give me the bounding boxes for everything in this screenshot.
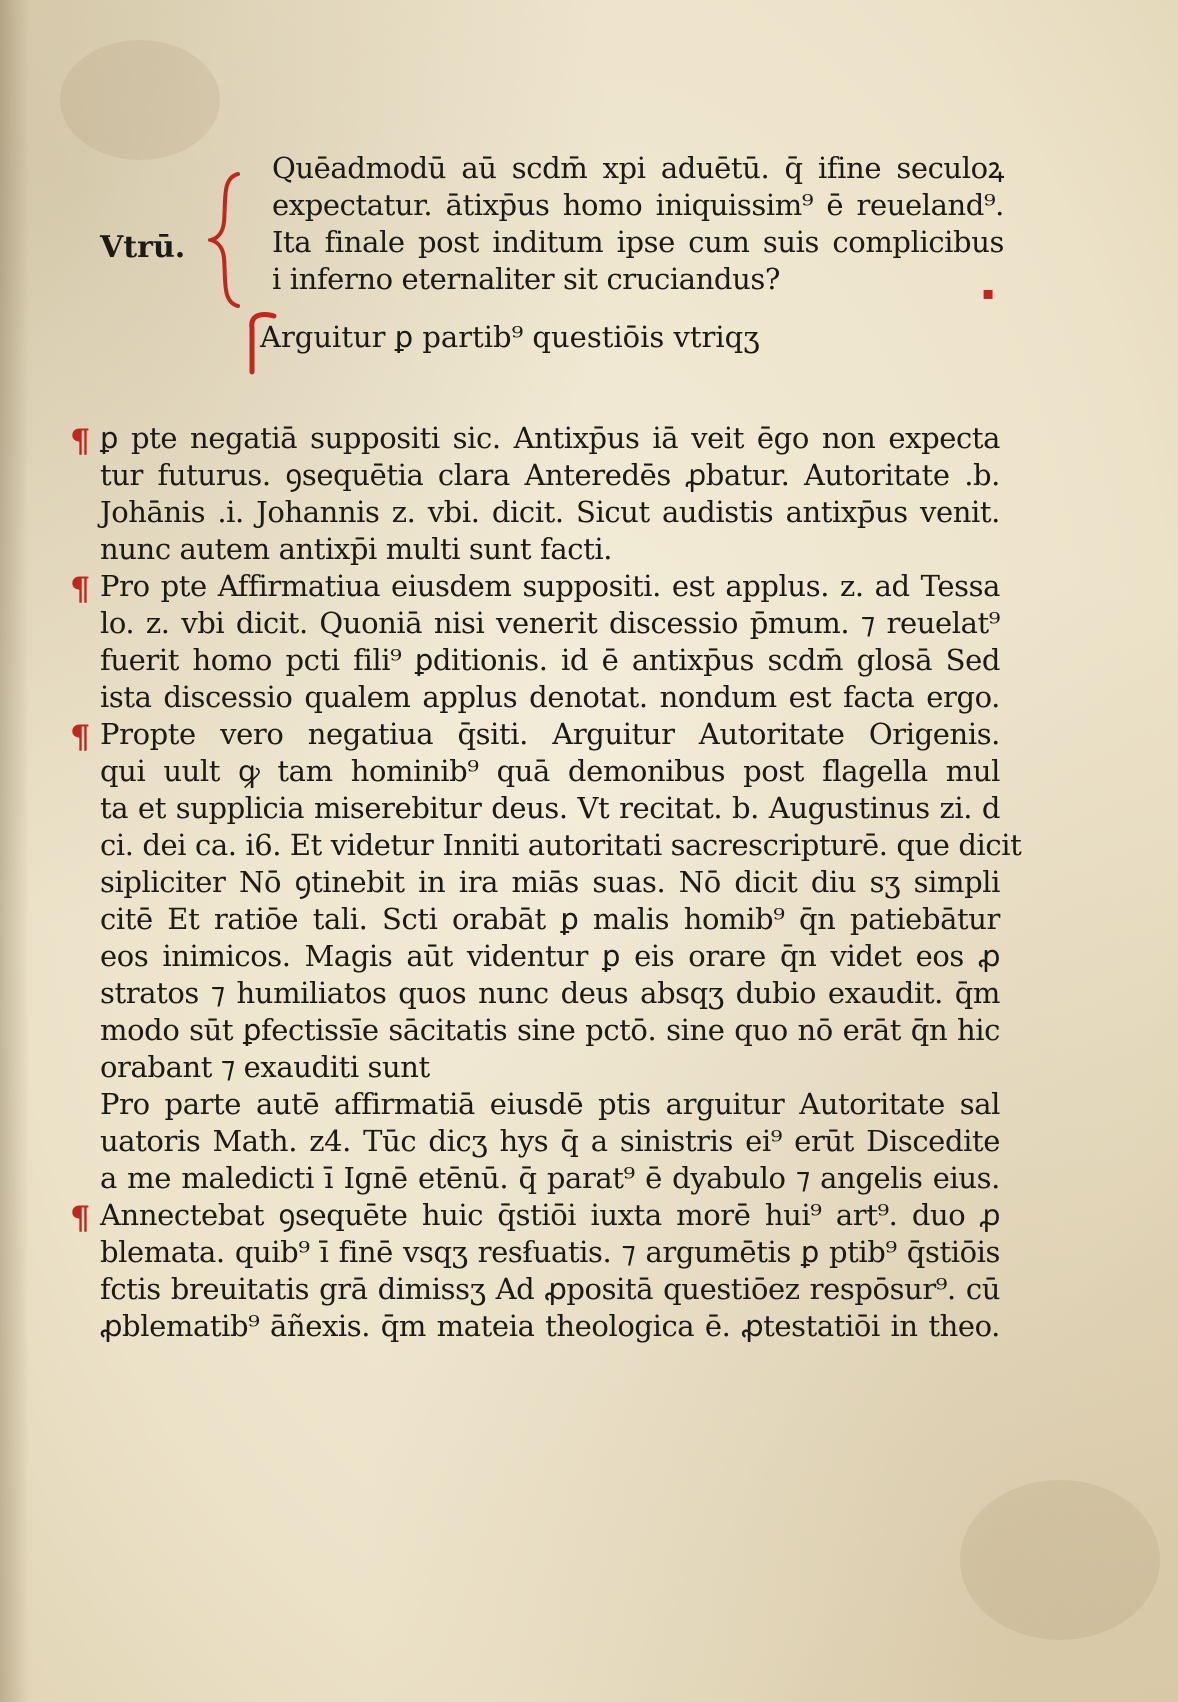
paragraph-mark-icon: ¶ xyxy=(70,422,91,460)
text-line: ta et supplicia miserebitur deus. Vt recitat. b. Augustinus zi. d xyxy=(100,791,1000,825)
paragraph xyxy=(70,716,1022,1086)
paragraph xyxy=(70,420,1000,568)
header-line: Ita finale post inditum ipse cum suis complicibus xyxy=(272,225,1004,259)
header-lines xyxy=(272,150,1004,298)
text-line: blemata. quib⁹ ī finē vsqʒ resẜuatis. ⁊ argumētis ꝑ ptib⁹ q̄stiōis xyxy=(100,1235,1000,1269)
text-line: fctis breuitatis grā dimissʒ Ad ꝓpositā questiōez respōsur⁹. cū xyxy=(100,1272,1000,1306)
arguitur-line: Arguitur ꝑ partib⁹ questiōis vtriqʒ xyxy=(260,320,760,354)
text-line: Johānis .i. Johannis z. vbi. dicit. Sicut audistis antixp̄us venit. xyxy=(100,495,1000,529)
marginal-word: Vtrū. xyxy=(100,230,186,265)
text-line: a me maledicti ī Ignē etēnū. q̄ parat⁹ ē dyabulo ⁊ angelis eius. xyxy=(100,1161,1000,1195)
text-line: Pro pte Affirmatiua eiusdem suppositi. est applus. z. ad Tessa xyxy=(100,569,1000,603)
text-line: sipliciter Nō ꝯtinebit in ira miās suas. Nō dicit diu sʒ simpli xyxy=(100,865,1000,899)
red-brace-icon xyxy=(208,170,244,310)
page-edge-shadow xyxy=(0,0,30,1702)
header-line: Quēadmodū aū scdm̄ xpi aduētū. q̄ ifine seculoꝝ xyxy=(272,151,1004,185)
text-line: qui uult ꝙ tam hominib⁹ quā demonibus post flagella mul xyxy=(100,754,1000,788)
text-line: lo. z. vbi dicit. Quoniā nisi venerit discessio p̄mum. ⁊ reuelat⁹ xyxy=(100,606,1000,640)
paragraph-mark-icon: ¶ xyxy=(70,1199,91,1237)
text-line: Annectebat ꝯsequēte huic q̄stiōi iuxta morē hui⁹ art⁹. duo ꝓ xyxy=(100,1198,1000,1232)
text-line: ci. dei ca. i6. Et videtur Inniti autoritati sacrescripturē. que dicit xyxy=(100,828,1022,862)
text-line: stratos ⁊ humiliatos quos nunc deus absqʒ dubio exaudit. q̄m xyxy=(100,976,1000,1010)
text-line: tur futurus. ꝯsequētia clara Anteredēs ꝓbatur. Autoritate .b. xyxy=(100,458,1000,492)
text-line: eos inimicos. Magis aūt videntur ꝑ eis orare q̄n videt eos ꝓ xyxy=(100,939,1000,973)
text-line: orabant ⁊ exauditi sunt xyxy=(100,1050,430,1084)
text-line: Propte vero negatiua q̄siti. Arguitur Autoritate Origenis. xyxy=(100,717,1000,751)
paragraph xyxy=(70,568,1000,716)
header-line: expectatur. ātixp̄us homo iniquissim⁹ ē reueland⁹. xyxy=(272,188,1004,222)
paragraph xyxy=(70,1197,1000,1345)
question-header xyxy=(100,140,1004,300)
text-line: modo sūt ꝑfectissīe sācitatis sine pctō. sine quo nō erāt q̄n hic xyxy=(100,1013,1000,1047)
text-line: uatoris Math. z4. Tūc dicʒ hys q̄ a sinistris ei⁹ erūt Discedite xyxy=(100,1124,1000,1158)
text-line: ꝑ pte negatiā suppositi sic. Antixp̄us iā veit ēgo non expecta xyxy=(100,421,1000,455)
paragraph xyxy=(100,1086,1000,1197)
paragraph-mark-icon: ¶ xyxy=(70,570,91,608)
text-block xyxy=(70,140,1022,1343)
rubric-dot: ▪ xyxy=(982,283,995,304)
paragraph-mark-icon: ¶ xyxy=(70,718,91,756)
text-line: nunc autem antixp̄i multi sunt facti. xyxy=(100,532,613,566)
body-text xyxy=(70,420,1022,1345)
text-line: ꝓblematib⁹ āñexis. q̄m mateia theologica ē. ꝓtestatiōi in theo. xyxy=(100,1309,1000,1343)
text-line: citē Et ratiōe tali. Scti orabāt ꝑ malis homib⁹ q̄n patiebātur xyxy=(100,902,1000,936)
text-line: ista discessio qualem applus denotat. nondum est facta ergo. xyxy=(100,680,1000,714)
header-line: i inferno eternaliter sit cruciandus? xyxy=(272,262,780,296)
text-line: fuerit homo pcti fili⁹ ꝑditionis. id ē antixp̄us scdm̄ glosā Sed xyxy=(100,643,1000,677)
stain xyxy=(960,1480,1160,1640)
text-line: Pro parte autē affirmatiā eiusdē ptis arguitur Autoritate sal xyxy=(100,1087,1000,1121)
